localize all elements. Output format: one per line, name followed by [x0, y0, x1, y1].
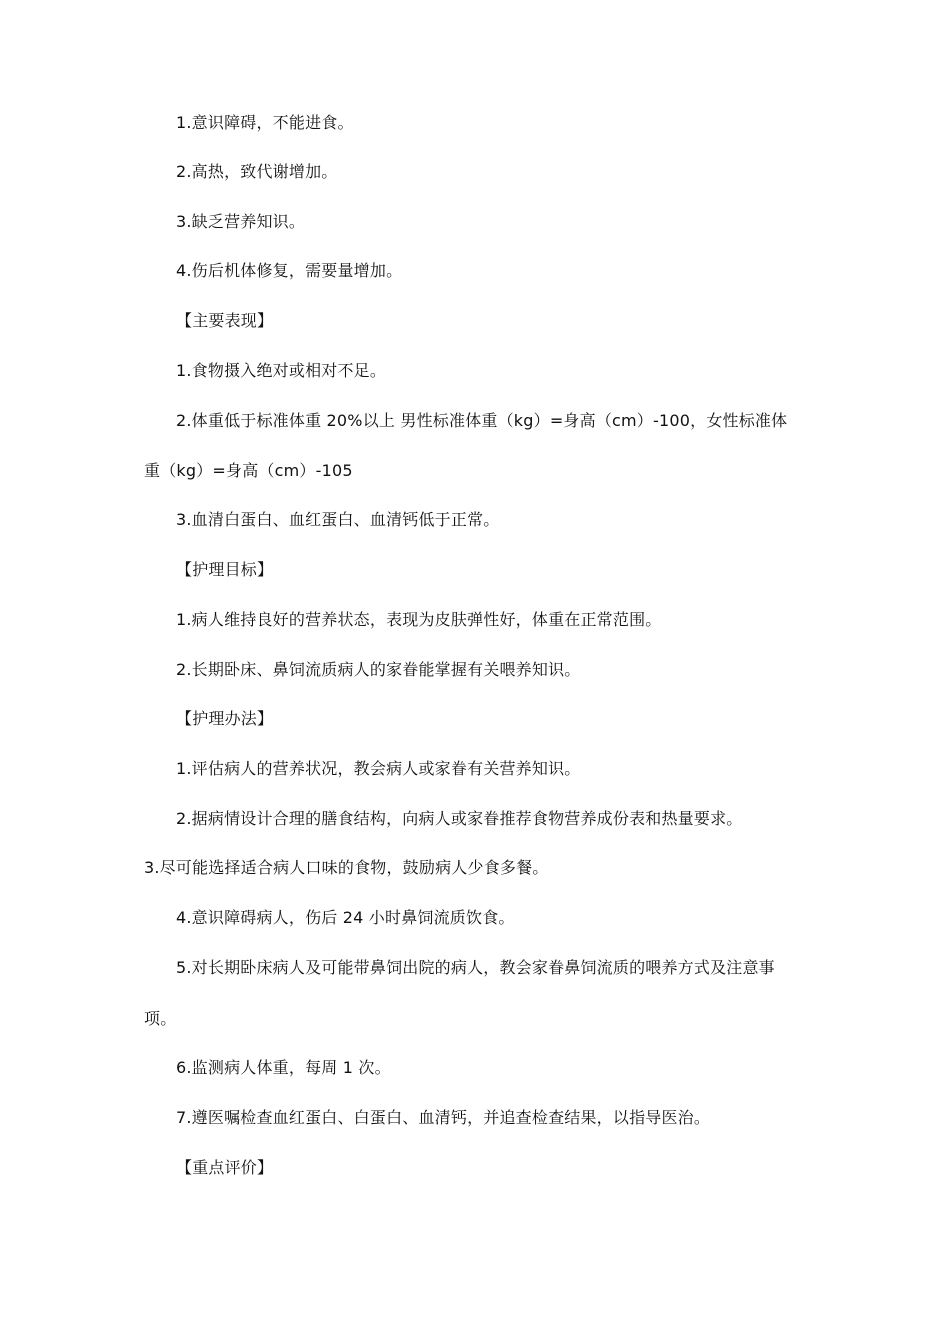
section-heading-methods: 【护理办法】	[176, 709, 274, 728]
method-item-2: 2.据病情设计合理的膳食结构，向病人或家眷推荐食物营养成份表和热量要求。	[176, 809, 743, 828]
cause-item-3: 3.缺乏营养知识。	[176, 212, 306, 231]
method-item-6: 6.监测病人体重，每周 1 次。	[176, 1058, 391, 1077]
manifestation-item-2-continued: 重（kg）=身高（cm）-105	[144, 461, 353, 480]
section-heading-manifestations: 【主要表现】	[176, 311, 274, 330]
manifestation-item-1: 1.食物摄入绝对或相对不足。	[176, 361, 387, 380]
manifestation-item-2: 2.体重低于标准体重 20%以上 男性标准体重（kg）=身高（cm）-100，女性标准体	[176, 411, 788, 430]
section-heading-goals: 【护理目标】	[176, 560, 274, 579]
cause-item-2: 2.高热，致代谢增加。	[176, 162, 338, 181]
manifestation-item-3: 3.血清白蛋白、血红蛋白、血清钙低于正常。	[176, 510, 500, 529]
cause-item-4: 4.伤后机体修复，需要量增加。	[176, 261, 403, 280]
method-item-5: 5.对长期卧床病人及可能带鼻饲出院的病人，教会家眷鼻饲流质的喂养方式及注意事	[176, 958, 775, 977]
method-item-5-continued: 项。	[144, 1009, 177, 1028]
method-item-1: 1.评估病人的营养状况，教会病人或家眷有关营养知识。	[176, 759, 581, 778]
goal-item-2: 2.长期卧床、鼻饲流质病人的家眷能掌握有关喂养知识。	[176, 660, 581, 679]
method-item-3: 3.尽可能选择适合病人口味的食物，鼓励病人少食多餐。	[144, 858, 549, 877]
goal-item-1: 1.病人维持良好的营养状态，表现为皮肤弹性好，体重在正常范围。	[176, 610, 662, 629]
cause-item-1: 1.意识障碍，不能进食。	[176, 113, 354, 132]
method-item-4: 4.意识障碍病人，伤后 24 小时鼻饲流质饮食。	[176, 908, 515, 927]
method-item-7: 7.遵医嘱检查血红蛋白、白蛋白、血清钙，并追查检查结果，以指导医治。	[176, 1108, 711, 1127]
section-heading-evaluation: 【重点评价】	[176, 1158, 274, 1177]
